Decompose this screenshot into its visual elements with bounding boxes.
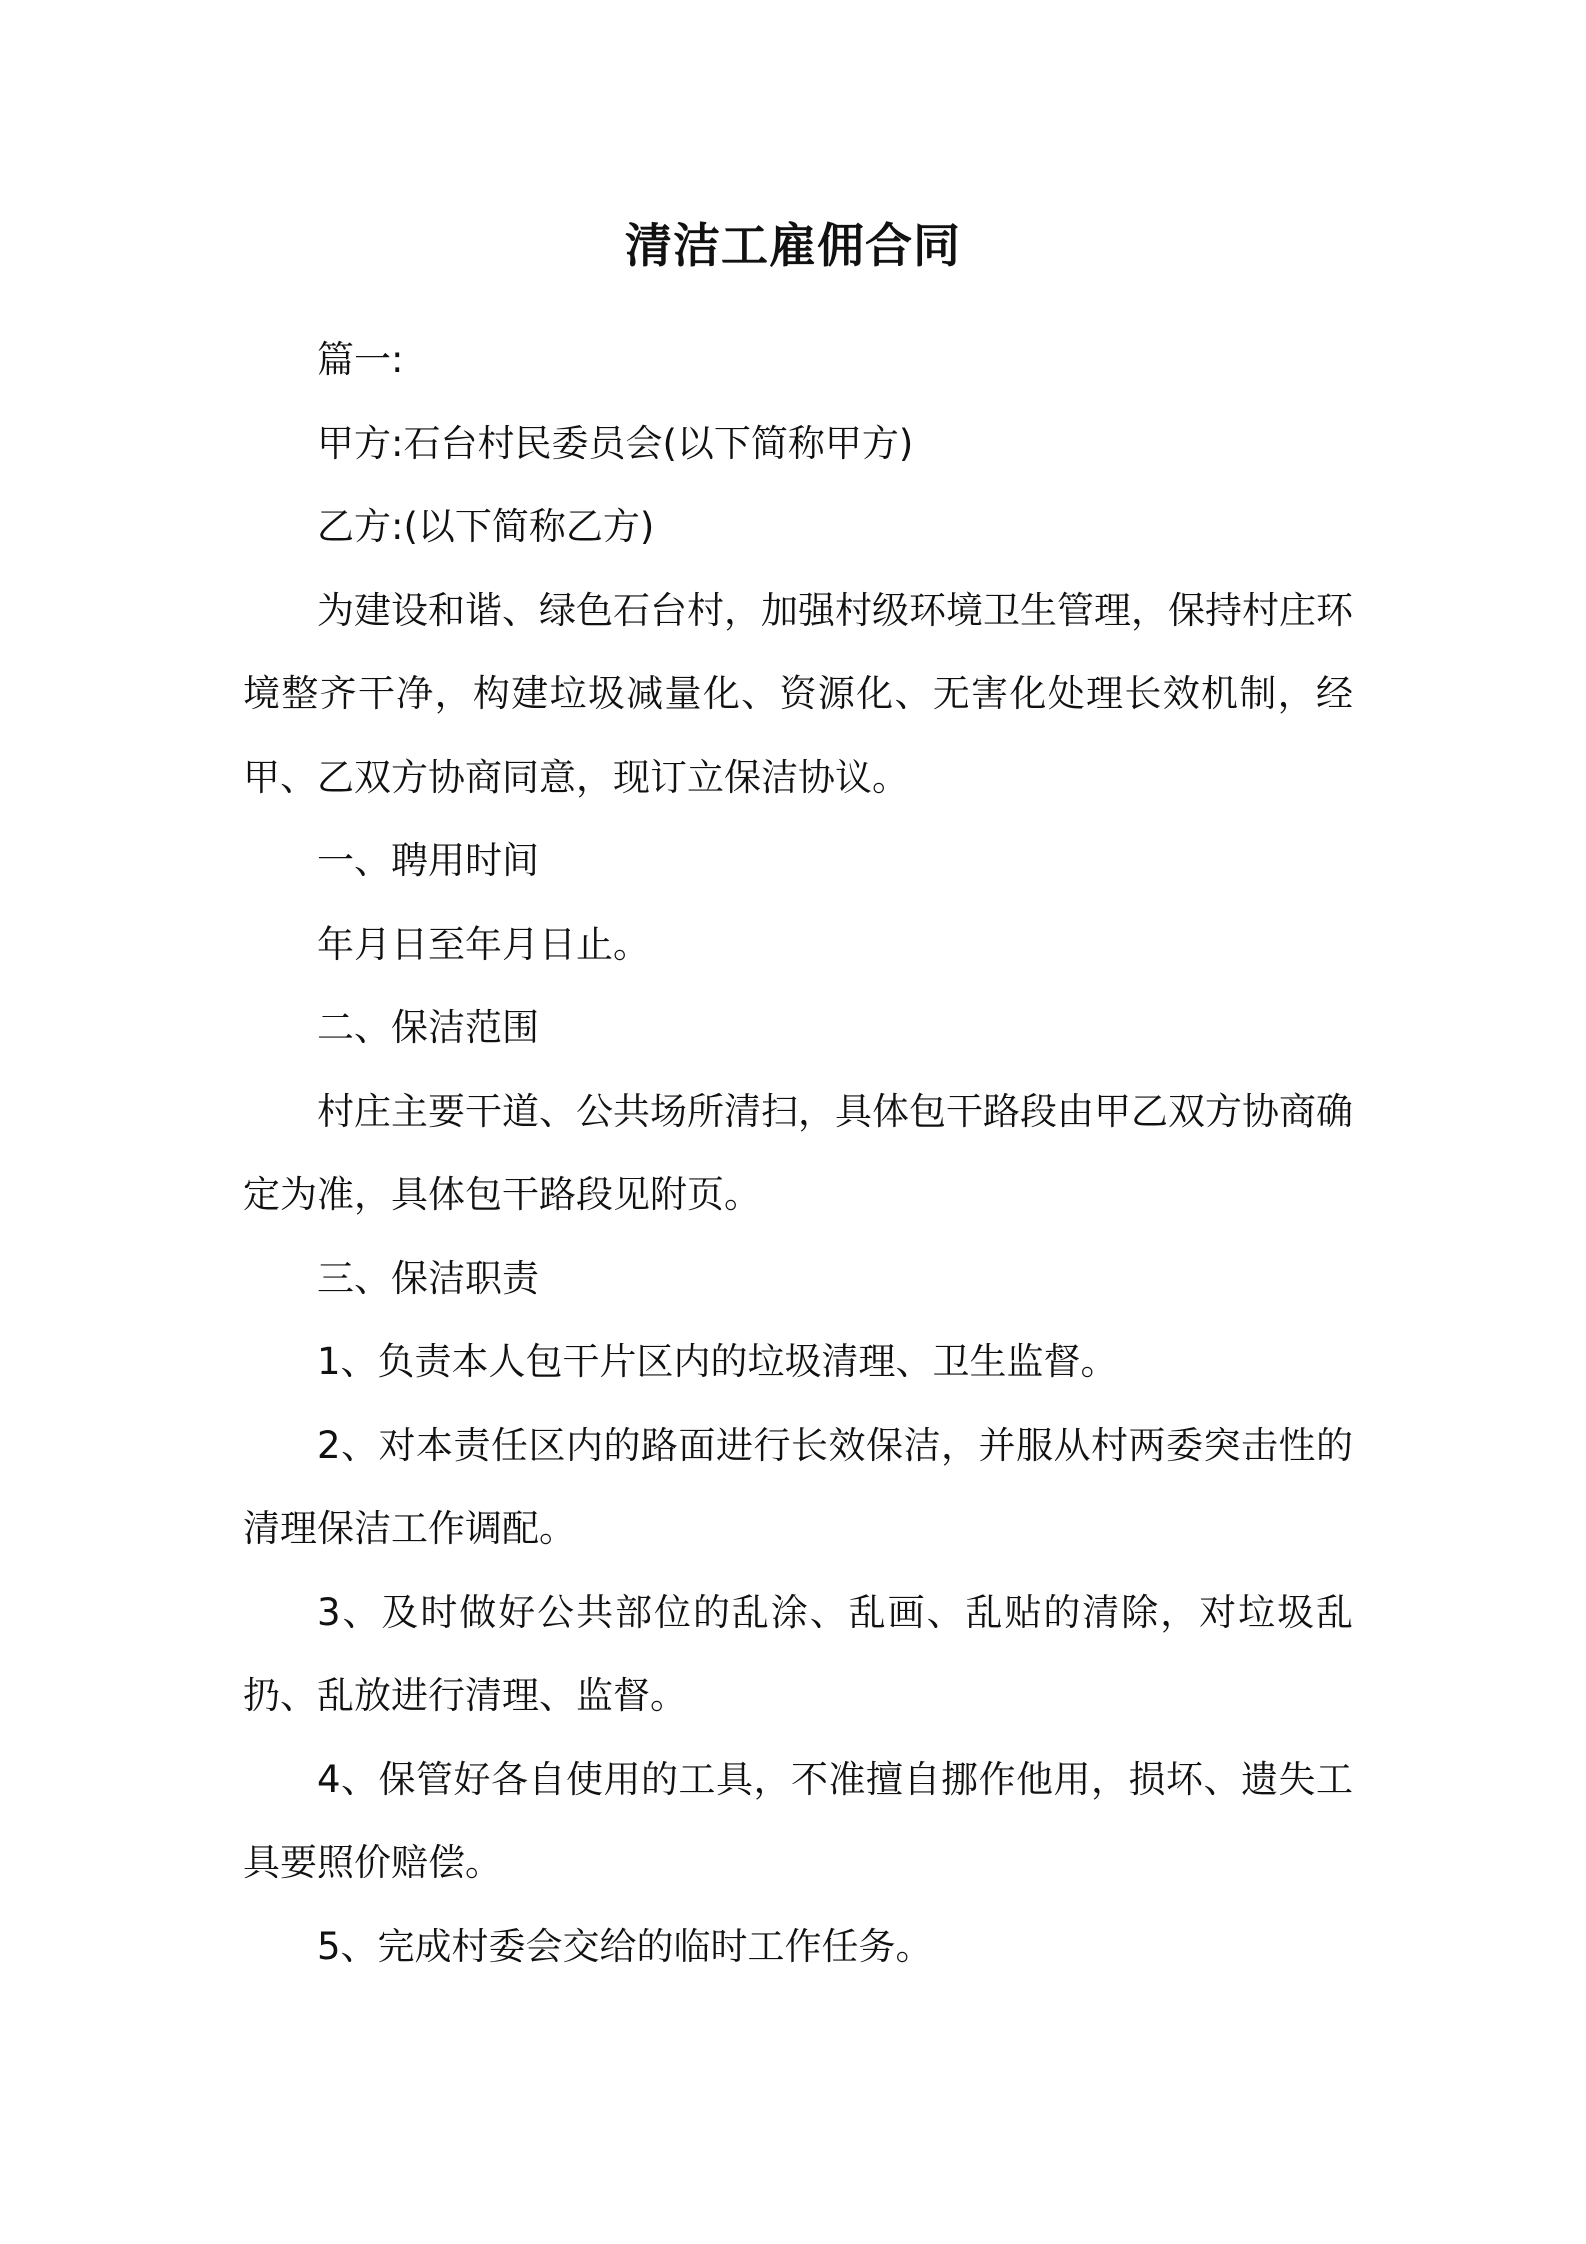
party-b: 乙方:(以下简称乙方) (317, 505, 655, 548)
heading-employment-period: 一、聘用时间 (317, 839, 539, 882)
duty-item-2: 2、对本责任区内的路面进行长效保洁，并服从村两委突击性的清理保洁工作调配。 (243, 1423, 1353, 1550)
duty-item-3: 3、及时做好公共部位的乱涂、乱画、乱贴的清除，对垃圾乱扔、乱放进行清理、监督。 (243, 1590, 1353, 1717)
party-a: 甲方:石台村民委员会(以下简称甲方) (317, 421, 914, 465)
heading-cleaning-scope: 二、保洁范围 (317, 1006, 539, 1049)
duty-item-5: 5、完成村委会交给的临时工作任务。 (317, 1924, 933, 1968)
document-body (243, 318, 1353, 1988)
employment-period-text: 年月日至年月日止。 (317, 922, 650, 966)
document-title: 清洁工雇佣合同 (625, 219, 961, 274)
cleaning-scope-text: 村庄主要干道、公共场所清扫，具体包干路段由甲乙双方协商确定为准，具体包干路段见附页。 (243, 1089, 1353, 1216)
section-label: 篇一: (317, 338, 404, 381)
preamble-paragraph: 为建设和谐、绿色石台村，加强村级环境卫生管理，保持村庄环境整齐干净，构建垃圾减量化、资源化、无害化处理长效机制，经甲、乙双方协商同意，现订立保洁协议。 (243, 588, 1353, 799)
heading-cleaning-duties: 三、保洁职责 (317, 1256, 539, 1300)
duty-item-1: 1、负责本人包干片区内的垃圾清理、卫生监督。 (317, 1340, 1118, 1383)
duty-item-4: 4、保管好各自使用的工具，不准擅自挪作他用，损坏、遗失工具要照价赔偿。 (243, 1757, 1353, 1884)
